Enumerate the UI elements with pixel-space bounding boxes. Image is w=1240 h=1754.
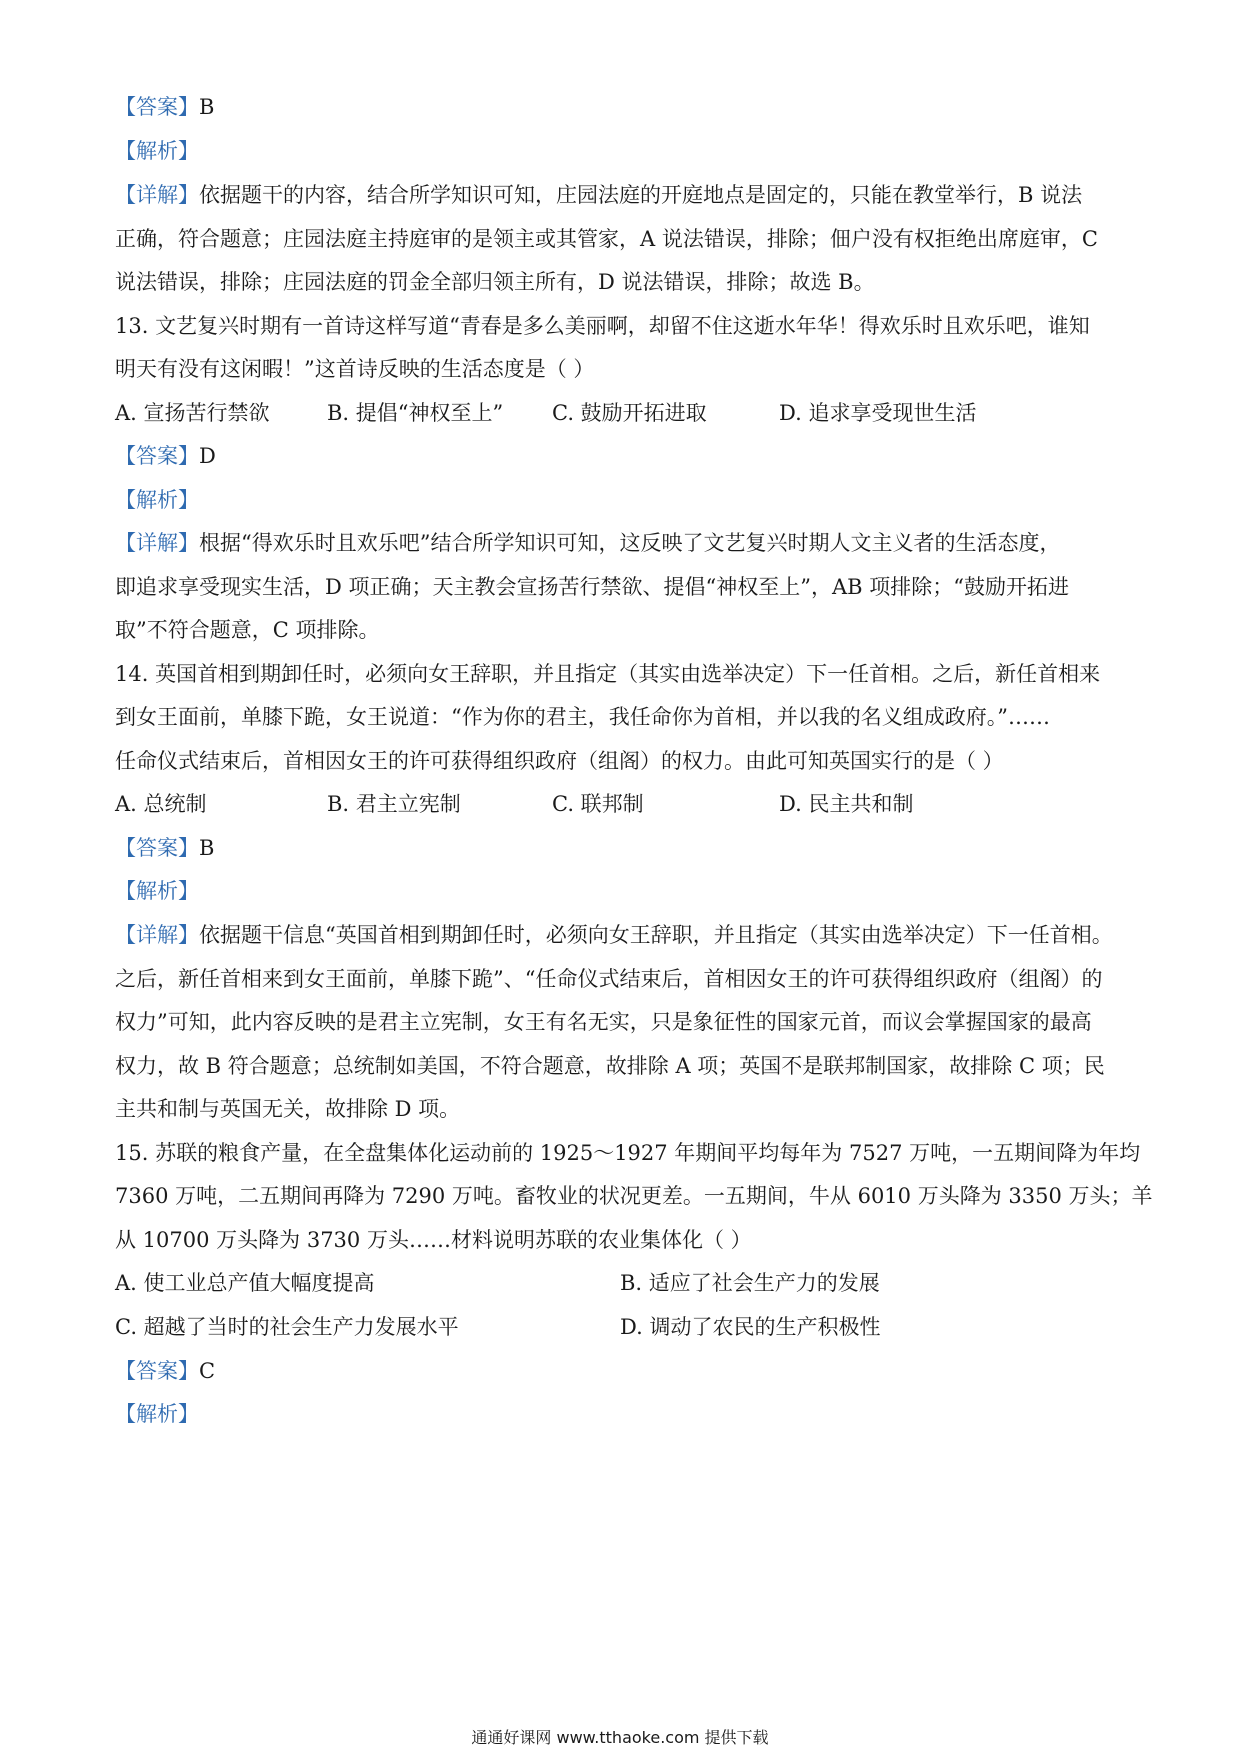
analysis-tag: 【解析】 xyxy=(115,879,199,903)
option-d: D. 追求享受现世生活 xyxy=(779,401,977,425)
option-b: B. 适应了社会生产力的发展 xyxy=(620,1271,880,1295)
answer-value: C xyxy=(199,1359,216,1383)
q12-detail-line: 正确，符合题意；庄园法庭主持庭审的是领主或其管家，A 说法错误，排除；佃户没有权拒绝出席庭审，C xyxy=(115,227,1098,251)
option-b: B. 提倡“神权至上” xyxy=(327,401,504,425)
answer-tag: 【答案】 xyxy=(115,1359,199,1383)
q13-stem-line: 13. 文艺复兴时期有一首诗这样写道“青春是多么美丽啊，却留不住这逝水年华！得欢乐时且欢乐吧，谁知 xyxy=(115,314,1090,338)
option-c: C. 鼓励开拓进取 xyxy=(552,401,707,425)
q15-stem-line: 7360 万吨，二五期间再降为 7290 万吨。畜牧业的状况更差。一五期间，牛从 6010 万头降为 3350 万头；羊 xyxy=(115,1184,1153,1208)
detail-tag: 【详解】 xyxy=(115,183,199,207)
option-d: D. 调动了农民的生产积极性 xyxy=(620,1315,881,1339)
detail-text: 根据“得欢乐时且欢乐吧”结合所学知识可知，这反映了文艺复兴时期人文主义者的生活态度， xyxy=(199,531,1061,555)
answer-tag: 【答案】 xyxy=(115,444,199,468)
q12-detail-line xyxy=(115,180,1135,210)
q14-detail-line: 之后，新任首相来到女王面前，单膝下跪”、“任命仪式结束后，首相因女王的许可获得组织政府（组阁）的 xyxy=(115,967,1103,991)
q14-answer xyxy=(115,833,1135,863)
option-c: C. 超越了当时的社会生产力发展水平 xyxy=(115,1315,459,1339)
q14-stem-line: 任命仪式结束后，首相因女王的许可获得组织政府（组阁）的权力。由此可知英国实行的是（ ） xyxy=(115,749,1004,773)
analysis-tag: 【解析】 xyxy=(115,139,199,163)
analysis-tag: 【解析】 xyxy=(115,488,199,512)
q14-detail-line: 权力，故 B 符合题意；总统制如美国，不符合题意，故排除 A 项；英国不是联邦制国家，故排除 C 项；民 xyxy=(115,1054,1105,1078)
answer-tag: 【答案】 xyxy=(115,95,199,119)
q15-answer xyxy=(115,1356,1135,1386)
q14-detail-line: 主共和制与英国无关，故排除 D 项。 xyxy=(115,1097,461,1121)
q13-detail-line: 取”不符合题意，C 项排除。 xyxy=(115,618,380,642)
q15-stem-line: 15. 苏联的粮食产量，在全盘集体化运动前的 1925～1927 年期间平均每年为 7527 万吨，一五期间降为年均 xyxy=(115,1141,1141,1165)
q14-detail-line xyxy=(115,920,1135,950)
q14-detail-line: 权力”可知，此内容反映的是君主立宪制，女王有名无实，只是象征性的国家元首，而议会掌握国家的最高 xyxy=(115,1010,1092,1034)
detail-tag: 【详解】 xyxy=(115,923,199,947)
q14-analysis-tag xyxy=(115,876,1135,906)
q13-answer xyxy=(115,441,1135,471)
answer-value: B xyxy=(199,836,215,860)
option-c: C. 联邦制 xyxy=(552,792,644,816)
answer-value: B xyxy=(199,95,215,119)
answer-tag: 【答案】 xyxy=(115,836,199,860)
detail-tag: 【详解】 xyxy=(115,531,199,555)
q13-analysis-tag xyxy=(115,485,1135,515)
analysis-tag: 【解析】 xyxy=(115,1402,199,1426)
q12-analysis-tag xyxy=(115,136,1135,166)
answer-value: D xyxy=(199,444,216,468)
q14-stem-line: 到女王面前，单膝下跪，女王说道：“作为你的君主，我任命你为首相，并以我的名义组成政府。”…… xyxy=(115,705,1050,729)
page-footer: 通通好课网 www.tthaoke.com 提供下载 xyxy=(471,1728,769,1747)
detail-text: 依据题干的内容，结合所学知识可知，庄园法庭的开庭地点是固定的，只能在教堂举行，B 说法 xyxy=(199,183,1083,207)
option-a: A. 宣扬苦行禁欲 xyxy=(115,401,270,425)
detail-text: 依据题干信息“英国首相到期卸任时，必须向女王辞职，并且指定（其实由选举决定）下一任首相。 xyxy=(199,923,1113,947)
option-a: A. 使工业总产值大幅度提高 xyxy=(115,1271,375,1295)
q13-detail-line: 即追求享受现实生活，D 项正确；天主教会宣扬苦行禁欲、提倡“神权至上”，AB 项排除；“鼓励开拓进 xyxy=(115,575,1069,599)
q15-analysis-tag xyxy=(115,1399,1135,1429)
q12-detail-line: 说法错误，排除；庄园法庭的罚金全部归领主所有，D 说法错误，排除；故选 B。 xyxy=(115,270,875,294)
q14-stem-line: 14. 英国首相到期卸任时，必须向女王辞职，并且指定（其实由选举决定）下一任首相。之后，新任首相来 xyxy=(115,662,1101,686)
q13-stem-line: 明天有没有这闲暇！”这首诗反映的生活态度是（ ） xyxy=(115,357,595,381)
q12-answer xyxy=(115,92,1135,122)
option-d: D. 民主共和制 xyxy=(779,792,914,816)
option-a: A. 总统制 xyxy=(115,792,207,816)
q15-stem-line: 从 10700 万头降为 3730 万头……材料说明苏联的农业集体化（ ） xyxy=(115,1228,752,1252)
option-b: B. 君主立宪制 xyxy=(327,792,461,816)
q13-detail-line xyxy=(115,528,1135,558)
